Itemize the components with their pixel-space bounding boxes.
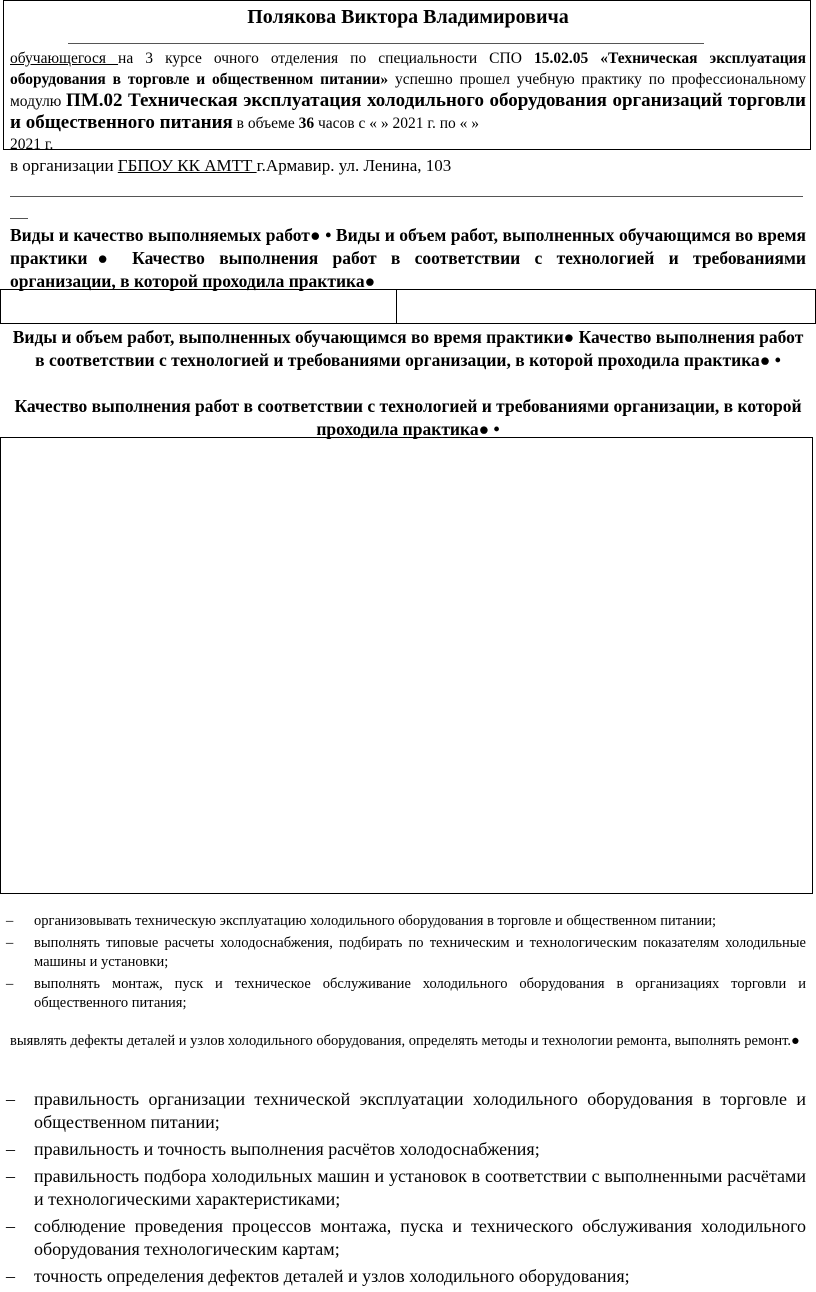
organization-line: в организации ГБПОУ КК АМТТ г.Армавир. ул. Ленина, 103 bbox=[10, 156, 452, 175]
practice-paragraph: обучающегося на 3 курсе очного отделения по специальности СПО 15.02.05 «Техническая эксплуатация оборудования в торговле и общественном питании» успешно прошел учебную практику по профессиональному модулю ПМ.02 Техническая эксплуатация холодильного оборудования организаций торговли и общественного питания в объеме 36 часов с « » 2021 г. по « » 2021 г. bbox=[10, 50, 807, 153]
section-heading-work-volume: Виды и объем работ, выполненных обучающимся во время практики● Качество выполнения работ в соответствии с технологией и требованиями организации, в которой проходила практика● • bbox=[12, 327, 804, 370]
hours: 36 bbox=[298, 115, 315, 132]
section-heading-work-quality: Качество выполнения работ в соответствии с технологией и требованиями организации, в которой проходила практика● • bbox=[14, 396, 802, 439]
empty-table-row bbox=[0, 289, 816, 324]
criteria-list bbox=[0, 1088, 806, 1292]
year-end: 2021 г. bbox=[10, 136, 54, 153]
section-heading-work-types: Виды и качество выполняемых работ● • Виды и объем работ, выполненных обучающимся во время практики● Качество выполнения работ в соответствии с технологией и требованиями организации, в которой проходила практика● bbox=[10, 225, 806, 291]
list-item: – выполнять монтаж, пуск и техническое обслуживание холодильного оборудования в организациях торговли и общественного питания; bbox=[6, 976, 806, 1011]
name-underline bbox=[68, 43, 704, 44]
organization-name: ГБПОУ КК АМТТ bbox=[117, 156, 257, 175]
table-cell bbox=[1, 290, 397, 323]
list-item: – организовывать техническую эксплуатацию холодильного оборудования в торговле и общественном питании; bbox=[6, 913, 716, 929]
list-item: – правильность и точность выполнения расчётов холодоснабжения; bbox=[6, 1139, 540, 1159]
module-name: ПМ.02 Техническая эксплуатация холодильного оборудования организаций торговли и общественного питания bbox=[10, 90, 807, 133]
student-status: обучающегося bbox=[10, 50, 119, 67]
list-item: – выполнять типовые расчеты холодоснабжения, подбирать по техническим и технологическим показателям холодильные машины и установки; bbox=[6, 935, 806, 970]
list-item: – точность определения дефектов деталей и узлов холодильного оборудования; bbox=[6, 1266, 630, 1286]
short-rule bbox=[10, 218, 28, 219]
table-cell bbox=[397, 290, 815, 323]
skills-list bbox=[0, 912, 806, 1016]
list-item: – соблюдение проведения процессов монтажа, пуска и технического обслуживания холодильного оборудования технологическим картам; bbox=[6, 1216, 806, 1259]
skills-last-item: выявлять дефекты деталей и узлов холодильного оборудования, определять методы и технологии ремонта, выполнять ремонт.● bbox=[10, 1033, 800, 1049]
list-item: – правильность организации технической эксплуатации холодильного оборудования в торговле и общественном питании; bbox=[6, 1089, 806, 1132]
student-name: Полякова Виктора Владимировича bbox=[247, 6, 569, 28]
organization-address: г.Армавир. ул. Ленина, 103 bbox=[256, 156, 452, 175]
specialty: 15.02.05 «Техническая эксплуатация оборудования в торговле и общественном питании» bbox=[10, 50, 806, 88]
list-item: – правильность подбора холодильных машин и установок в соответствии с выполненными расчётами и технологическими характеристиками; bbox=[6, 1166, 806, 1209]
work-description-box bbox=[0, 437, 813, 894]
org-underline bbox=[10, 196, 803, 197]
